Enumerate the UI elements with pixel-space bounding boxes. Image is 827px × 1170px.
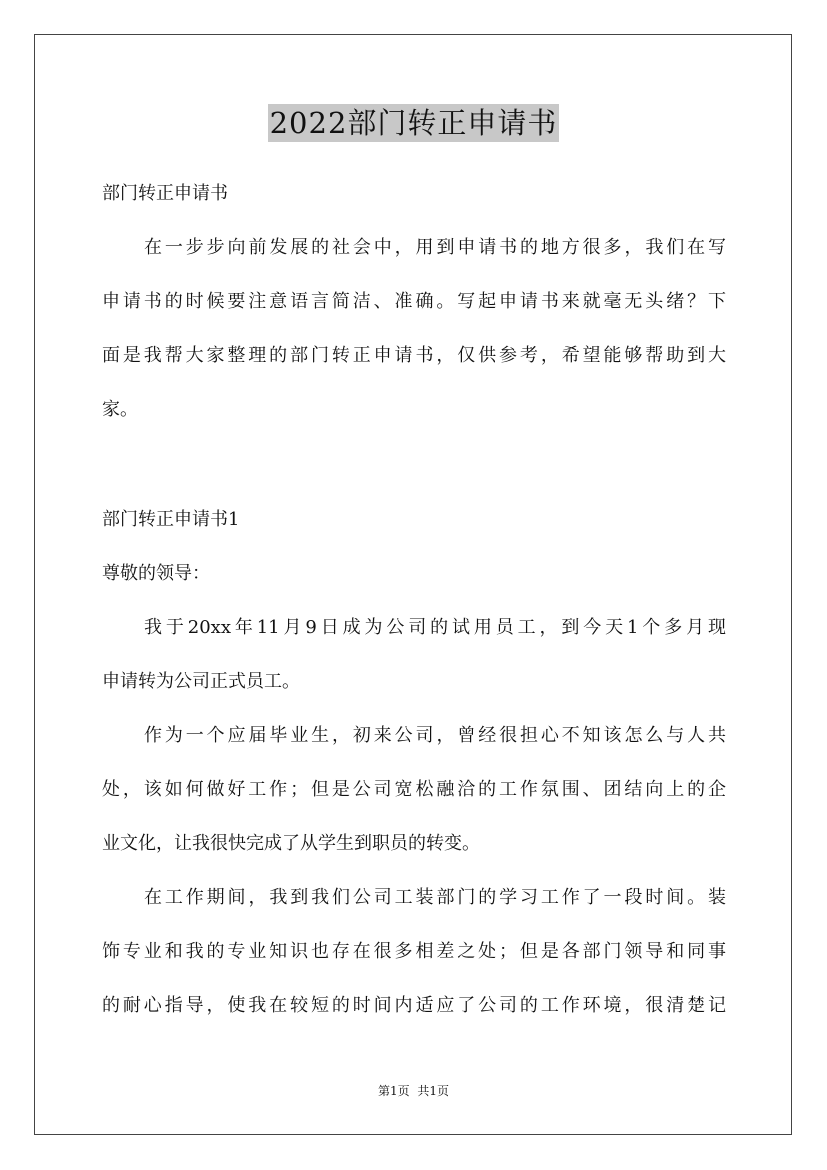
paragraph2-line-3: 业文化，让我很快完成了从学生到职员的转变。 xyxy=(102,833,480,854)
document-title: 2022部门转正申请书 xyxy=(269,106,558,140)
intro-line-4: 家。 xyxy=(102,399,138,420)
intro-line-3: 面是我帮大家整理的部门转正申请书，仅供参考，希望能够帮助到大 xyxy=(102,345,726,366)
title-wrap xyxy=(0,104,827,142)
intro-line-2: 申请书的时候要注意语言简洁、准确。写起申请书来就毫无头绪？下 xyxy=(102,291,726,312)
paragraph3-line-2: 饰专业和我的专业知识也存在很多相差之处；但是各部门领导和同事 xyxy=(102,941,726,962)
salutation: 尊敬的领导： xyxy=(102,563,210,584)
page-footer xyxy=(0,1083,827,1099)
paragraph1-line-2: 申请转为公司正式员工。 xyxy=(102,671,300,692)
paragraph3-line-1: 在工作期间，我到我们公司工装部门的学习工作了一段时间。装 xyxy=(144,887,726,908)
page-total: 共1页 xyxy=(417,1084,450,1098)
paragraph1-line-1: 我于20xx年11月9日成为公司的试用员工，到今天1个多月现 xyxy=(144,617,726,638)
paragraph3-line-3: 的耐心指导，使我在较短的时间内适应了公司的工作环境，很清楚记 xyxy=(102,995,726,1016)
paragraph2-line-2: 处，该如何做好工作；但是公司宽松融洽的工作氛围、团结向上的企 xyxy=(102,779,726,800)
document-subtitle: 部门转正申请书 xyxy=(102,183,228,204)
intro-line-1: 在一步步向前发展的社会中，用到申请书的地方很多，我们在写 xyxy=(144,237,726,258)
section-heading: 部门转正申请书1 xyxy=(102,509,240,530)
page-number: 第1页 xyxy=(377,1084,410,1098)
paragraph2-line-1: 作为一个应届毕业生，初来公司，曾经很担心不知该怎么与人共 xyxy=(144,725,726,746)
